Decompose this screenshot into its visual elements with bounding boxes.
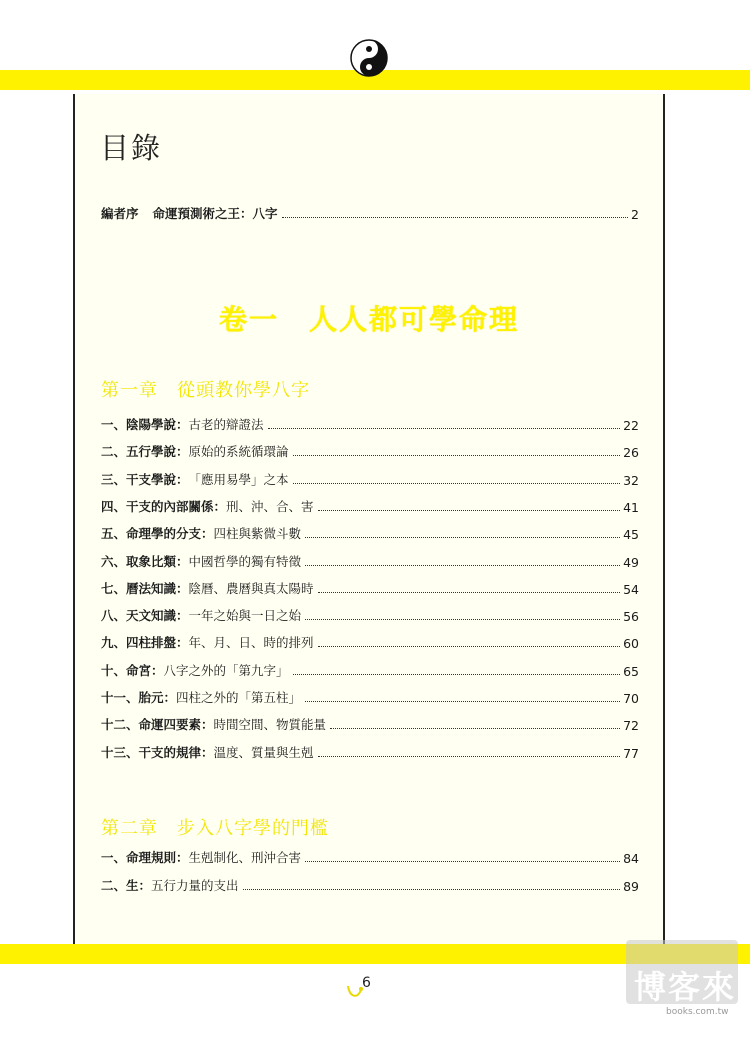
entry-label: 二、生： <box>101 878 152 893</box>
entry-page: 65 <box>623 663 639 679</box>
dot-leader <box>305 619 620 620</box>
entry-description: 生剋制化、刑沖合害 <box>188 850 302 865</box>
toc-title: 目錄 <box>100 131 163 165</box>
watermark-logo <box>626 940 740 1022</box>
toc-entry[interactable] <box>101 552 639 570</box>
toc-entry[interactable] <box>101 524 639 542</box>
dot-leader <box>243 889 621 890</box>
entry-page: 32 <box>623 472 639 488</box>
entry-label: 八、天文知識： <box>101 608 189 624</box>
dot-leader <box>305 565 620 566</box>
dot-leader <box>268 428 621 429</box>
chapter-title: 第二章 步入八字學的門檻 <box>101 818 329 839</box>
entry-page: 84 <box>623 851 639 866</box>
entry-description: 年、月、日、時的排列 <box>188 635 314 651</box>
entry-label: 編者序 <box>101 206 139 221</box>
entry-label: 十一、胎元： <box>101 690 177 705</box>
toc-entry[interactable] <box>101 470 639 488</box>
toc-entry[interactable] <box>101 661 639 679</box>
toc-entry[interactable] <box>101 579 639 597</box>
dot-leader <box>318 646 621 647</box>
entry-label: 二、五行學說： <box>101 444 189 460</box>
entry-page: 41 <box>623 499 639 515</box>
watermark-url: books.com.tw <box>666 1007 729 1017</box>
watermark-logo-text: 博客來 <box>634 968 737 1006</box>
entry-page: 2 <box>631 207 639 222</box>
toc-entry[interactable] <box>101 688 639 706</box>
entry-label: 四、干支的內部關係： <box>101 498 227 514</box>
toc-entry[interactable] <box>101 876 639 894</box>
entry-description: 溫度、質量與生剋 <box>213 744 314 760</box>
entry-description: 四柱之外的「第五柱」 <box>176 690 302 705</box>
toc-entry[interactable] <box>101 633 639 651</box>
dot-leader <box>318 592 621 593</box>
entry-page: 70 <box>623 691 639 706</box>
entry-page: 26 <box>623 445 639 461</box>
entry-description: 四柱與紫微斗數 <box>213 526 302 542</box>
entry-description: 五行力量的支出 <box>151 878 239 893</box>
dot-leader <box>282 217 629 218</box>
entry-page: 60 <box>623 636 639 652</box>
dot-leader <box>305 701 620 702</box>
entry-page: 77 <box>623 745 639 761</box>
entry-page: 89 <box>623 879 639 894</box>
entry-label: 十二、命運四要素： <box>101 717 214 733</box>
entry-description: 原始的系統循環論 <box>188 444 289 460</box>
toc-entry[interactable] <box>101 715 639 733</box>
entry-description: 古老的辯證法 <box>188 417 264 432</box>
entry-label: 命運預測術之王：八字 <box>152 206 278 221</box>
dot-leader <box>293 455 621 456</box>
entry-description: 陰曆、農曆與真太陽時 <box>188 580 314 596</box>
entry-page: 22 <box>623 418 639 433</box>
entry-description: 「應用易學」之本 <box>188 471 289 487</box>
entry-label: 九、四柱排盤： <box>101 635 189 651</box>
entry-label: 十三、干支的規律： <box>101 744 214 760</box>
entry-page: 45 <box>623 527 639 543</box>
toc-entry[interactable] <box>101 848 639 866</box>
entry-description: 八字之外的「第九字」 <box>163 662 289 678</box>
entry-label: 十、命宮： <box>101 662 164 678</box>
toc-panel <box>73 94 665 944</box>
entry-description: 刑、沖、合、害 <box>226 498 314 514</box>
entry-description: 時間空間、物質能量 <box>213 717 327 733</box>
chapter-title: 第一章 從頭教你學八字 <box>101 380 310 401</box>
entry-page: 72 <box>623 718 639 734</box>
entry-label: 六、取象比類： <box>101 553 189 569</box>
dot-leader <box>318 510 621 511</box>
toc-entry[interactable] <box>101 415 639 433</box>
entry-label: 一、陰陽學說： <box>101 417 189 432</box>
entry-label: 七、曆法知識： <box>101 580 189 596</box>
dot-leader <box>293 674 621 675</box>
dot-leader <box>305 537 620 538</box>
entry-page: 56 <box>623 609 639 625</box>
entry-label: 五、命理學的分支： <box>101 526 214 542</box>
entry-label: 一、命理規則： <box>101 850 189 865</box>
entry-page: 49 <box>623 554 639 570</box>
toc-entry[interactable] <box>101 442 639 460</box>
entry-description: 中國哲學的獨有特徵 <box>188 553 302 569</box>
toc-entry[interactable] <box>101 743 639 761</box>
toc-entry[interactable] <box>101 606 639 624</box>
entry-description: 一年之始與一日之始 <box>188 608 302 624</box>
dot-leader <box>293 483 621 484</box>
entry-label: 三、干支學說： <box>101 471 189 487</box>
dot-leader <box>305 861 620 862</box>
volume-title: 卷一 人人都可學命理 <box>218 303 519 336</box>
toc-entry[interactable] <box>101 497 639 515</box>
yin-yang-icon <box>349 38 389 78</box>
entry-page: 54 <box>623 581 639 597</box>
dot-leader <box>318 756 621 757</box>
toc-entry-preface[interactable] <box>101 204 639 222</box>
page-number: 6 <box>362 975 371 991</box>
dot-leader <box>330 728 620 729</box>
